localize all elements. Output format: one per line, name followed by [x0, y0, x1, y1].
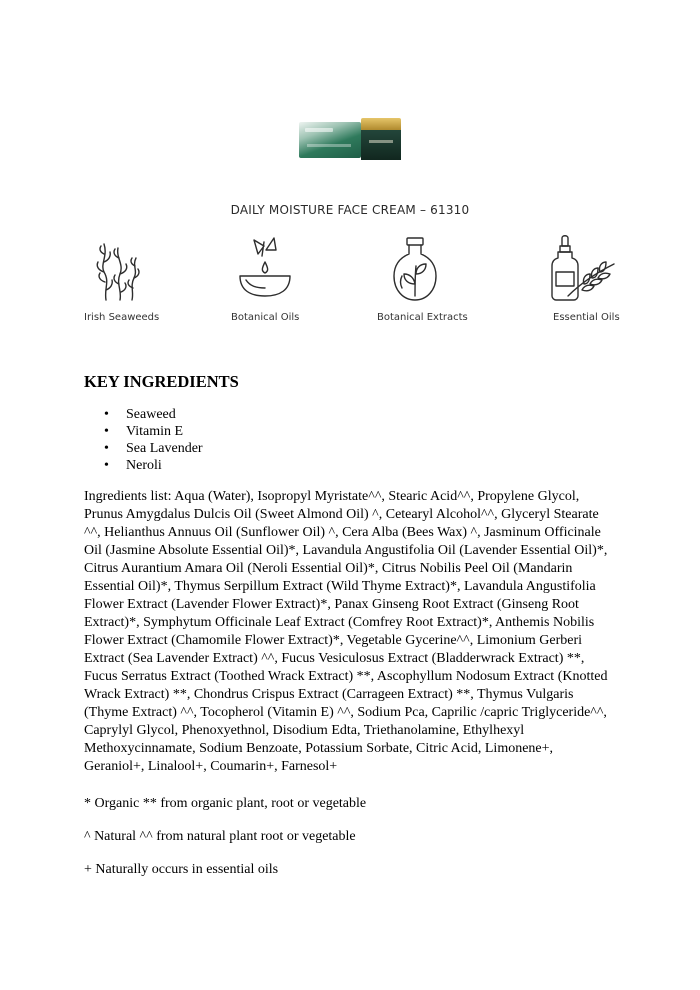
- key-ingredients-list: [102, 406, 203, 474]
- product-title: DAILY MOISTURE FACE CREAM – 61310: [230, 203, 470, 217]
- product-box: [299, 122, 361, 158]
- list-item: • Neroli: [104, 458, 162, 473]
- botanical-oils-icon: [236, 236, 294, 300]
- essential-oils-icon: [548, 234, 618, 302]
- product-image: [299, 118, 403, 160]
- botanical-extracts-icon: [390, 236, 440, 302]
- icon-caption-botanical-extracts: Botanical Extracts: [377, 312, 468, 323]
- note-natural: ^ Natural ^^ from natural plant root or vegetable: [84, 829, 356, 844]
- ingredients-list-paragraph: Ingredients list: Aqua (Water), Isopropyl Myristate^^, Stearic Acid^^, Propylene Glycol, Prunus Amygdalus Dulcis Oil (Sweet Almond Oil) ^, Cetearyl Alcohol^^, Glyceryl Stearate ^^, Helianthus Annuus Oil (Sunflower Oil) ^, Cera Alba (Bees Wax) ^, Jasminum Officinale Oil (Jasmine Absolute Essential Oil)*, Lavandula Angustifolia Oil (Lavender Essential Oil)*, Citrus Aurantium Amara Oil (Neroli Essential Oil)*, Citrus Nobilis Peel Oil (Mandarin Essential Oil)*, Thymus Serpillum Extract (Wild Thyme Extract)*, Lavandula Angustifolia Flower Extract (Lavender Flower Extract)*, Panax Ginseng Root Extract (Ginseng Root Extract)*, Symphytum Officinale Leaf Extract (Comfrey Root Extract)*, Anthemis Nobilis Flower Extract (Chamomile Flower Extract)*, Vegetable Gycerine^^, Limonium Gerberi Extract (Sea Lavender Extract) ^^, Fucus Vesiculosus Extract (Bladderwrack Extract) **, Fucus Serratus Extract (Toothed Wrack Extract) **, Ascophyllum Nodosum Extract (Knotted Wrack Extract) **, Chondrus Crispus Extract (Carrageen Extract) **, Thymus Vulgaris (Thyme Extract) ^^, Tocopherol (Vitamin E) ^^, Sodium Pca, Caprilic /capric Triglyceride^^, Caprylyl Glycol, Phenoxyethnol, Disodium Edta, Triethanolamine, Ethylhexyl Methoxycinnamate, Sodium Benzoate, Potassium Sorbate, Citric Acid, Limonene+, Geraniol+, Linalool+, Coumarin+, Farnesol+: [84, 489, 608, 774]
- list-item: • Seaweed: [104, 407, 176, 422]
- note-essential-oils: + Naturally occurs in essential oils: [84, 862, 279, 877]
- icon-caption-botanical-oils: Botanical Oils: [231, 312, 300, 323]
- note-organic: * Organic ** from organic plant, root or vegetable: [84, 796, 367, 811]
- icon-caption-seaweeds: Irish Seaweeds: [84, 312, 160, 323]
- seaweed-icon: [92, 238, 144, 302]
- jar-body: [361, 130, 401, 160]
- key-ingredients-heading: KEY INGREDIENTS: [84, 372, 239, 391]
- list-item: • Sea Lavender: [104, 441, 203, 456]
- icon-caption-essential-oils: Essential Oils: [553, 312, 620, 323]
- jar-lid: [361, 118, 401, 130]
- list-item: • Vitamin E: [104, 424, 184, 439]
